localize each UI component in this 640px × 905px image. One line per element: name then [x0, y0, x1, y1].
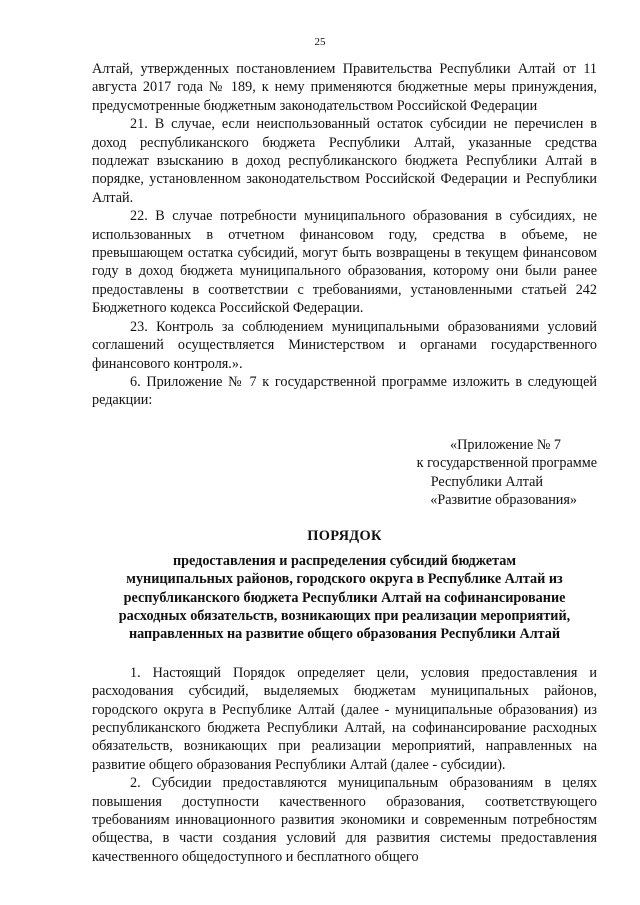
- document-body: [92, 60, 597, 866]
- paragraph: 23. Контроль за соблюдением муниципальными образованиями условий соглашений осуществляется Министерством и органами государственного финансового контроля.».: [92, 318, 597, 372]
- appendix-line-1: «Приложение № 7: [450, 436, 561, 453]
- paragraph: 6. Приложение № 7 к государственной программе изложить в следующей редакции:: [92, 373, 597, 409]
- paragraph: 1. Настоящий Порядок определяет цели, условия предоставления и расходования субсидий, выделяемых бюджетам муниципальных районов, городского округа в Республике Алтай (далее - муниципальные образования) из республиканского бюджета Республики Алтай, на софинансирование расходных обязательств, возникающих при реализации мероприятий, направленных на развитие общего образования Республики Алтай (далее - субсидии).: [92, 664, 597, 773]
- appendix-line-4: «Развитие образования»: [430, 491, 577, 508]
- subtitle-line: предоставления и распределения субсидий бюджетам: [172, 552, 516, 569]
- page-number: 25: [314, 36, 326, 48]
- appendix-line-2: к государственной программе: [416, 455, 597, 472]
- subtitle-line: расходных обязательств, возникающих при реализации мероприятий,: [118, 607, 571, 624]
- paragraph: 22. В случае потребности муниципального образования в субсидиях, не использованных в отчетном финансовом году, средства в объеме, не превышающем остатка субсидий, могут быть возвращены в текущем финансовом году в доход бюджета муниципального образования, которому они были ранее предоставлены в соответствии с требованиями, установленными статьей 242 Бюджетного кодекса Российской Федерации.: [92, 208, 597, 317]
- bottom-paragraphs: [92, 664, 597, 866]
- appendix-line-3: Республики Алтай: [430, 473, 543, 490]
- top-paragraphs: [92, 60, 597, 410]
- appendix-reference: [92, 436, 597, 510]
- subtitle-line: направленных на развитие общего образования Республики Алтай: [128, 626, 561, 643]
- subtitle-line: муниципальных районов, городского округа в Республике Алтай из: [126, 571, 563, 588]
- paragraph: 21. В случае, если неиспользованный остаток субсидии не перечислен в доход республиканского бюджета Республики Алтай, указанные средства подлежат взысканию в доход республиканского бюджета Республики Алтай в порядке, установленном законодательством Российской Федерации и Республики Алтай.: [92, 116, 597, 206]
- paragraph: 2. Субсидии предоставляются муниципальным образованиям в целях повышения доступности качественного образования, соответствующего требованиям инновационного развития экономики и современным потребностям общества, в части создания условий для развития системы предоставления качественного общедоступного и бесплатного общего: [92, 775, 597, 865]
- document-title: ПОРЯДОК: [307, 528, 382, 545]
- document-subtitle: [92, 552, 597, 644]
- subtitle-line: республиканского бюджета Республики Алтай на софинансирование: [123, 589, 566, 606]
- paragraph: Алтай, утвержденных постановлением Правительства Республики Алтай от 11 августа 2017 года № 189, к нему применяются бюджетные меры принуждения, предусмотренные бюджетным законодательством Российской Федерации: [92, 61, 597, 114]
